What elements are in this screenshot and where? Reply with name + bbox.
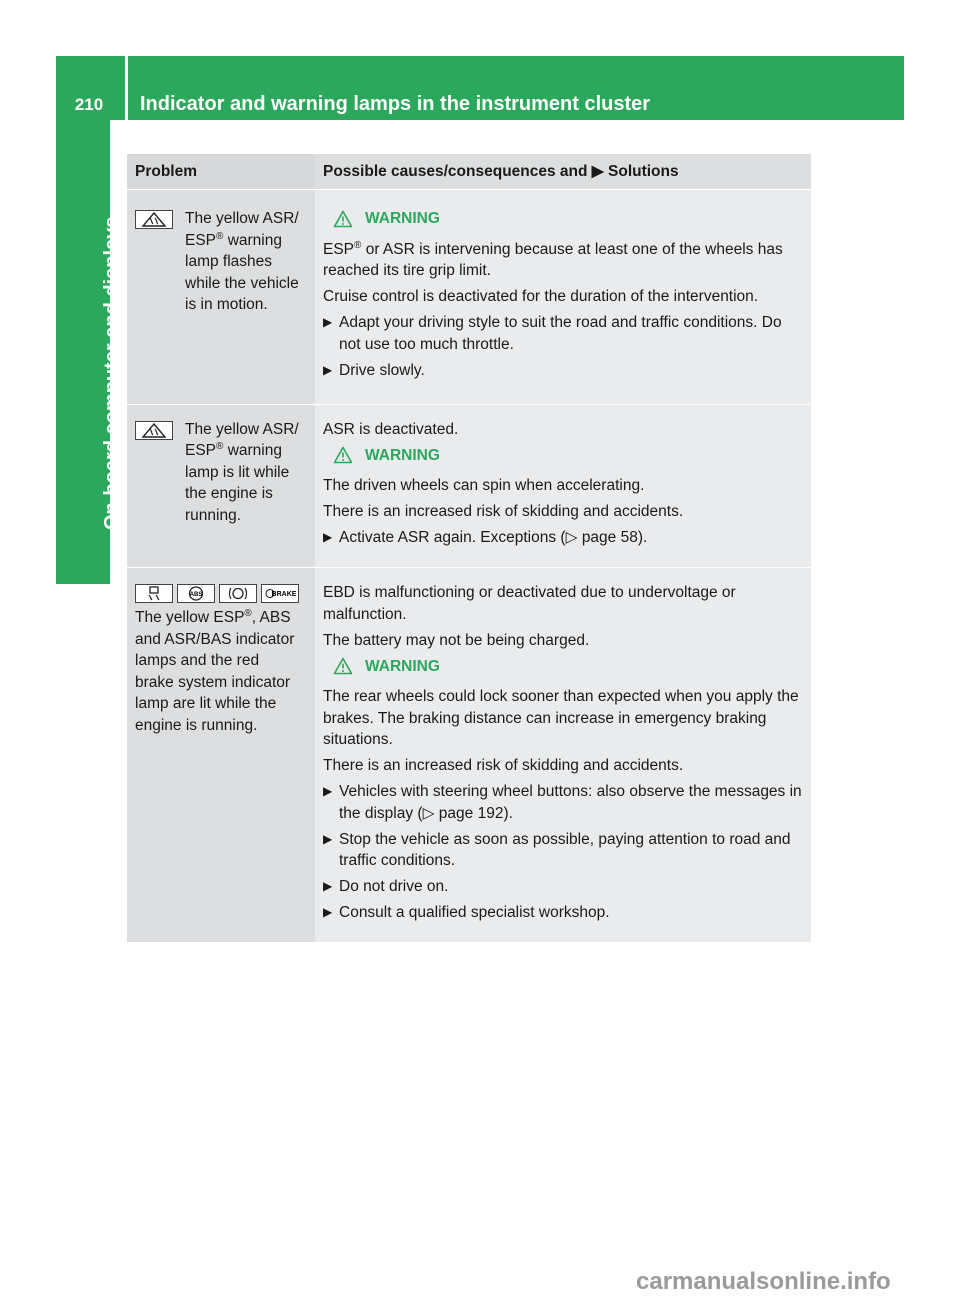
esp-warning-icon [135,421,173,440]
problem-line: the engine is [185,485,273,502]
problem-line: engine is running. [135,716,258,734]
brake-icon [261,584,299,603]
instruction-step [323,829,803,872]
instruction-step [323,527,803,549]
instruction-step [323,876,803,898]
step-arrow-icon: ▶ [323,784,333,798]
solutions-cell [315,568,811,942]
problem-line: The yellow ASR/ [185,210,299,227]
table-row [127,190,811,405]
header-divider [125,56,128,120]
problem-line: ESP® warning [185,230,282,249]
paragraph: The rear wheels could lock sooner than expected when you apply the brakes. The braking distance can increase in emergency braking situations. [323,688,799,748]
svg-text:ABS: ABS [189,592,203,598]
step-text: Vehicles with steering wheel buttons: also observe the messages in the display (▷ page 192). [339,783,802,822]
problem-line: The yellow ASR/ [185,420,299,438]
instruction-step [323,781,803,824]
warning-label [323,656,803,678]
esp-warning-icon [135,210,173,229]
problem-cell [127,190,315,404]
problem-cell [127,568,315,942]
column-header-solutions: Possible causes/consequences and ▶ Solutions [315,154,811,189]
problem-line: lamp are lit while the [135,695,277,712]
problem-cell [127,405,315,568]
warning-triangle-icon [333,210,353,228]
table-row [127,405,811,569]
indicator-icons [135,582,307,603]
problem-line: lamp flashes [185,253,273,270]
warning-text: WARNING [365,210,440,227]
solutions-cell [315,405,811,568]
instruction-step [323,902,803,924]
step-arrow-icon: ▶ [323,905,333,919]
step-arrow-icon: ▶ [323,831,333,846]
step-text: Do not drive on. [339,878,449,895]
step-text: Consult a qualified specialist workshop. [339,904,610,921]
problem-line: lamps and the red [135,652,260,669]
side-tab-label: On-board computer and displays [101,216,123,530]
problem-line: while the vehicle [185,274,299,292]
step-arrow-icon: ▶ [323,315,333,329]
paragraph: EBD is malfunctioning or deactivated due to undervoltage or malfunction. [323,584,736,623]
table-header-row [127,154,811,190]
footer-watermark: carmanualsonline.info [636,1268,891,1295]
table-row [127,568,811,943]
svg-text:BRAKE: BRAKE [271,591,297,598]
paragraph: There is an increased risk of skidding and accidents. [323,757,684,774]
paragraph: ESP® or ASR is intervening because at least one of the wheels has reached its tire grip limit. [323,239,783,279]
step-text: Activate ASR again. Exceptions (▷ page 58). [339,529,648,546]
page-number: 210 [74,95,104,114]
problem-line: running. [185,506,242,524]
abs-icon [177,584,215,603]
paragraph: ASR is deactivated. [323,420,459,438]
problem-line: The yellow ESP®, ABS [135,607,291,626]
warning-triangle-icon [333,446,353,464]
esp-icon [135,584,173,603]
paragraph: The driven wheels can spin when accelerating. [323,477,645,494]
warning-text: WARNING [365,657,440,675]
step-arrow-icon: ▶ [323,879,333,893]
step-text: Adapt your driving style to suit the road and traffic conditions. Do not use too much throttle. [339,314,782,353]
paragraph: The battery may not be being charged. [323,631,590,649]
page-title: Indicator and warning lamps in the instrument cluster [140,93,651,115]
paragraph: There is an increased risk of skidding and accidents. [323,503,684,520]
step-arrow-icon: ▶ [323,362,333,377]
indicator-table [127,154,811,943]
table-body [127,190,811,943]
problem-line: and ASR/BAS indicator [135,630,295,648]
warning-text: WARNING [365,446,440,464]
column-header-problem: Problem [127,154,315,189]
paragraph: Cruise control is deactivated for the duration of the intervention. [323,288,759,305]
warning-label [323,445,803,467]
problem-line: brake system indicator [135,673,291,691]
problem-line: lamp is lit while [185,463,290,481]
warning-triangle-icon [333,657,353,675]
instruction-step [323,312,803,355]
problem-line: is in motion. [185,296,268,313]
step-text: Drive slowly. [339,361,425,379]
warning-label [323,208,803,230]
bas-icon [219,584,257,603]
step-text: Stop the vehicle as soon as possible, paying attention to road and traffic conditions. [339,830,791,869]
solutions-cell [315,190,811,404]
instruction-step [323,360,803,382]
step-arrow-icon: ▶ [323,530,333,544]
problem-line: ESP® warning [185,440,282,459]
